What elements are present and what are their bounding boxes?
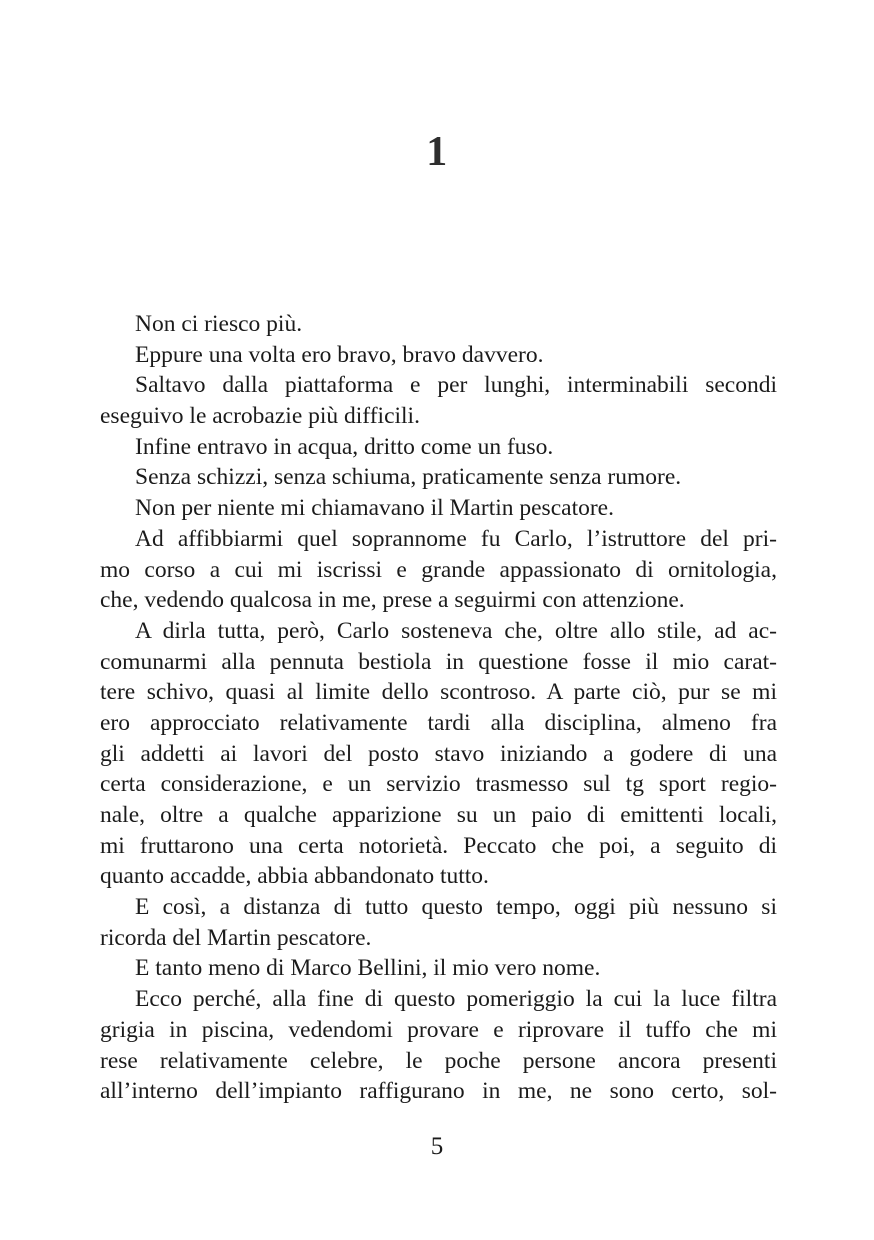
paragraph (100, 309, 777, 340)
text-line: comunarmi alla pennuta bestiola in questione fosse il mio carat- (100, 648, 777, 675)
paragraph (100, 370, 777, 431)
paragraph (100, 524, 777, 616)
text-line: Saltavo dalla piattaforma e per lunghi, interminabili secondi (135, 372, 777, 399)
paragraph (100, 984, 777, 1107)
text-line: eseguivo le acrobazie più difficili. (100, 403, 420, 430)
text-line: ricorda del Martin pescatore. (100, 924, 372, 951)
paragraph (100, 892, 777, 953)
text-line: nale, oltre a qualche apparizione su un paio di emittenti locali, (100, 802, 777, 828)
text-line: Ad affibbiarmi quel soprannome fu Carlo, l’istruttore del pri- (135, 525, 777, 552)
text-line: tere schivo, quasi al limite dello scontroso. A parte ciò, pur se mi (100, 679, 777, 706)
paragraph (100, 462, 777, 493)
text-line: Infine entravo in acqua, dritto come un fuso. (135, 433, 554, 460)
text-line: mi fruttarono una certa notorietà. Peccato che poi, a seguito di (100, 832, 777, 859)
text-line: Senza schizzi, senza schiuma, praticamente senza rumore. (135, 464, 682, 491)
text-line: rese relativamente celebre, le poche persone ancora presenti (100, 1047, 777, 1074)
paragraph (100, 340, 777, 371)
text-line: gli addetti ai lavori del posto stavo iniziando a godere di una (100, 740, 777, 767)
text-line: mo corso a cui mi iscrissi e grande appassionato di ornitologia, (100, 556, 777, 583)
text-line: ero approcciato relativamente tardi alla disciplina, almeno fra (100, 709, 777, 736)
paragraph (100, 432, 777, 463)
text-line: Eppure una volta ero bravo, bravo davvero. (135, 341, 544, 368)
body-text (100, 309, 777, 1107)
text-line: che, vedendo qualcosa in me, prese a seguirmi con attenzione. (100, 587, 685, 614)
paragraph (100, 953, 777, 984)
text-line: certa considerazione, e un servizio trasmesso sul tg sport regio- (100, 771, 777, 798)
text-line: grigia in piscina, vedendomi provare e riprovare il tuffo che mi (100, 1016, 777, 1043)
text-line: E così, a distanza di tutto questo tempo, oggi più nessuno si (135, 894, 777, 921)
chapter-number: 1 (426, 129, 448, 175)
text-line: quanto accadde, abbia abbandonato tutto. (100, 863, 489, 890)
text-line: Ecco perché, alla fine di questo pomeriggio la cui la luce filtra (135, 986, 777, 1013)
text-line: A dirla tutta, però, Carlo sosteneva che, oltre allo stile, ad ac- (135, 617, 777, 644)
page-number: 5 (430, 1133, 444, 1160)
text-line: Non ci riesco più. (135, 311, 303, 337)
paragraph (100, 616, 777, 892)
text-line: E tanto meno di Marco Bellini, il mio vero nome. (135, 955, 601, 982)
text-line: all’interno dell’impianto raffigurano in me, ne sono certo, sol- (100, 1078, 777, 1105)
paragraph (100, 493, 777, 524)
text-line: Non per niente mi chiamavano il Martin pescatore. (135, 495, 614, 522)
